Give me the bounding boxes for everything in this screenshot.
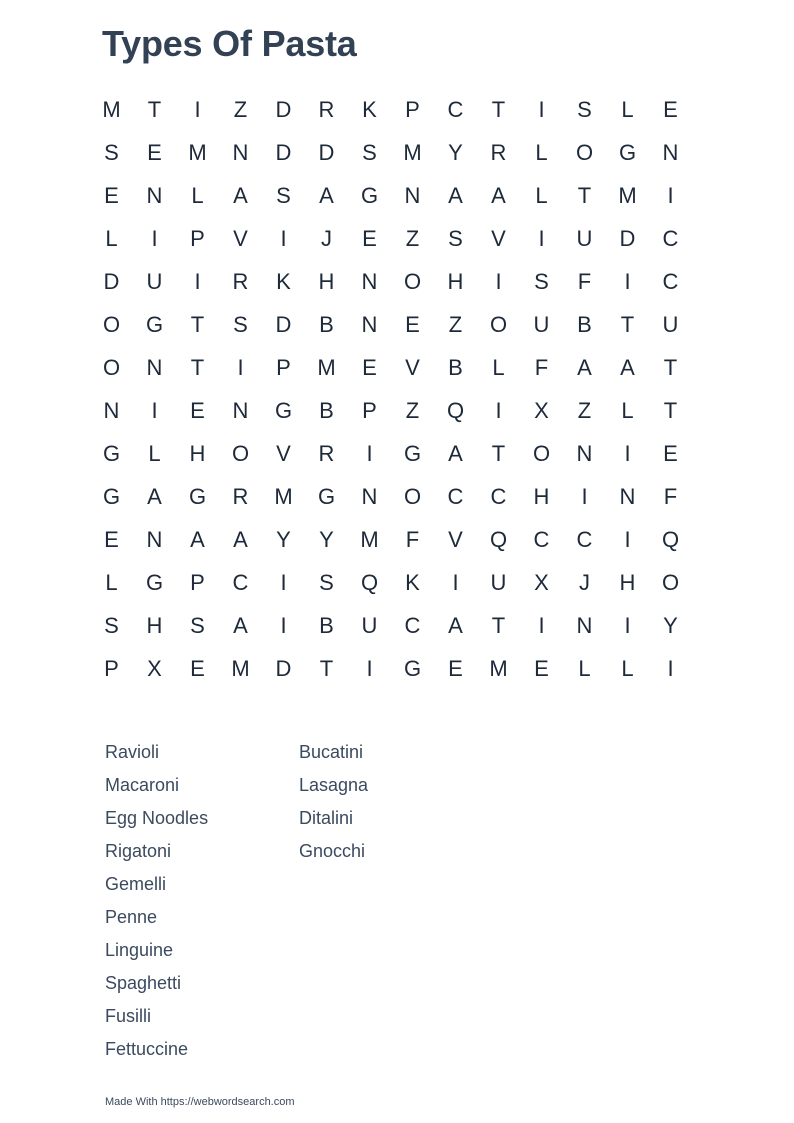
grid-cell: B <box>448 354 463 380</box>
grid-cell: M <box>274 483 293 509</box>
word-list-item: Bucatini <box>299 742 364 762</box>
grid-cell: V <box>491 225 506 251</box>
grid-cell: D <box>275 139 292 165</box>
grid-cell: G <box>145 569 164 595</box>
grid-cell: R <box>232 483 249 509</box>
grid-cell: A <box>577 354 592 380</box>
grid-cell: A <box>233 182 248 208</box>
grid-cell: L <box>578 655 591 681</box>
grid-cell: N <box>146 526 163 552</box>
grid-cell: D <box>318 139 335 165</box>
word-list-item: Egg Noodles <box>105 808 209 828</box>
grid-cell: G <box>360 182 379 208</box>
word-list-item: Gemelli <box>105 874 167 894</box>
grid-cell: I <box>581 483 588 509</box>
grid-cell: S <box>104 612 119 638</box>
grid-cell: G <box>618 139 637 165</box>
grid-cell: I <box>280 225 287 251</box>
grid-cell: T <box>190 311 205 337</box>
word-list-item: Fettuccine <box>105 1039 189 1059</box>
grid-cell: P <box>190 225 205 251</box>
grid-cell: I <box>194 96 201 122</box>
grid-cell: T <box>491 96 506 122</box>
grid-cell: V <box>405 354 420 380</box>
grid-cell: F <box>663 483 678 509</box>
grid-cell: R <box>318 96 335 122</box>
grid-cell: Q <box>360 569 379 595</box>
grid-cell: T <box>663 397 678 423</box>
grid-cell: Y <box>319 526 334 552</box>
grid-cell: C <box>232 569 249 595</box>
grid-cell: C <box>576 526 593 552</box>
grid-cell: O <box>403 483 422 509</box>
grid-cell: E <box>663 96 678 122</box>
grid-cell: H <box>619 569 636 595</box>
grid-cell: C <box>404 612 421 638</box>
grid-cell: I <box>452 569 459 595</box>
grid-cell: C <box>447 96 464 122</box>
grid-cell: S <box>104 139 119 165</box>
grid-cell: R <box>490 139 507 165</box>
grid-cell: P <box>276 354 291 380</box>
grid-cell: P <box>362 397 377 423</box>
grid-cell: P <box>104 655 119 681</box>
grid-cell: K <box>276 268 291 294</box>
grid-cell: E <box>534 655 549 681</box>
grid-cell: K <box>362 96 377 122</box>
grid-cell: L <box>492 354 505 380</box>
grid-cell: I <box>237 354 244 380</box>
word-list-item: Spaghetti <box>105 973 182 993</box>
grid-cell: T <box>491 612 506 638</box>
word-list-item: Ditalini <box>299 808 354 828</box>
grid-cell: I <box>280 569 287 595</box>
grid-cell: P <box>405 96 420 122</box>
grid-cell: Q <box>489 526 508 552</box>
grid-cell: M <box>403 139 422 165</box>
grid-cell: M <box>618 182 637 208</box>
grid-cell: I <box>366 440 373 466</box>
grid-cell: B <box>319 612 334 638</box>
letter-grid <box>90 88 692 690</box>
grid-cell: B <box>319 311 334 337</box>
grid-cell: S <box>362 139 377 165</box>
grid-cell: A <box>233 612 248 638</box>
grid-cell: G <box>102 483 121 509</box>
grid-cell: L <box>105 569 118 595</box>
word-column-2 <box>299 736 493 1066</box>
grid-cell: Y <box>663 612 678 638</box>
grid-cell: I <box>667 182 674 208</box>
grid-cell: H <box>189 440 206 466</box>
word-list-item: Penne <box>105 907 158 927</box>
grid-cell: L <box>105 225 118 251</box>
word-list-item: Fusilli <box>105 1006 152 1026</box>
grid-cell: Z <box>405 225 420 251</box>
grid-cell: E <box>190 397 205 423</box>
grid-cell: T <box>491 440 506 466</box>
grid-cell: F <box>534 354 549 380</box>
grid-cell: B <box>577 311 592 337</box>
grid-cell: I <box>624 612 631 638</box>
grid-cell: E <box>405 311 420 337</box>
grid-cell: C <box>447 483 464 509</box>
grid-cell: T <box>663 354 678 380</box>
grid-cell: L <box>535 182 548 208</box>
grid-cell: I <box>280 612 287 638</box>
grid-cell: I <box>366 655 373 681</box>
grid-cell: D <box>275 96 292 122</box>
grid-cell: I <box>538 96 545 122</box>
grid-cell: U <box>662 311 679 337</box>
grid-cell: M <box>188 139 207 165</box>
grid-cell: M <box>102 96 121 122</box>
grid-cell: L <box>191 182 204 208</box>
grid-cell: D <box>275 655 292 681</box>
grid-cell: A <box>448 182 463 208</box>
grid-cell: S <box>534 268 549 294</box>
grid-cell: I <box>538 612 545 638</box>
grid-cell: M <box>231 655 250 681</box>
grid-cell: V <box>233 225 248 251</box>
grid-cell: K <box>405 569 420 595</box>
grid-cell: C <box>662 225 679 251</box>
grid-cell: O <box>231 440 250 466</box>
grid-cell: O <box>661 569 680 595</box>
grid-cell: E <box>663 440 678 466</box>
grid-cell: I <box>495 397 502 423</box>
grid-cell: N <box>361 268 378 294</box>
grid-cell: M <box>317 354 336 380</box>
grid-cell: N <box>576 612 593 638</box>
grid-cell: T <box>620 311 635 337</box>
grid-cell: U <box>361 612 378 638</box>
grid-cell: N <box>146 182 163 208</box>
grid-cell: D <box>275 311 292 337</box>
grid-cell: X <box>534 397 549 423</box>
grid-cell: V <box>448 526 463 552</box>
grid-cell: D <box>103 268 120 294</box>
footer-credit: Made With https://webwordsearch.com <box>105 1096 295 1108</box>
grid-cell: Z <box>405 397 420 423</box>
grid-cell: B <box>319 397 334 423</box>
grid-cell: S <box>190 612 205 638</box>
grid-cell: V <box>276 440 291 466</box>
grid-cell: O <box>575 139 594 165</box>
grid-cell: X <box>534 569 549 595</box>
grid-cell: Y <box>276 526 291 552</box>
grid-cell: U <box>146 268 163 294</box>
grid-cell: H <box>447 268 464 294</box>
grid-cell: H <box>533 483 550 509</box>
page-title: Types Of Pasta <box>102 23 357 64</box>
grid-cell: G <box>145 311 164 337</box>
grid-cell: A <box>448 612 463 638</box>
grid-cell: E <box>190 655 205 681</box>
grid-cell: C <box>533 526 550 552</box>
word-column-1 <box>105 736 299 1066</box>
grid-cell: R <box>232 268 249 294</box>
grid-cell: O <box>102 311 121 337</box>
grid-cell: S <box>319 569 334 595</box>
grid-cell: A <box>620 354 635 380</box>
grid-cell: T <box>147 96 162 122</box>
grid-cell: A <box>448 440 463 466</box>
grid-cell: N <box>232 397 249 423</box>
grid-cell: T <box>319 655 334 681</box>
word-list-item: Ravioli <box>105 742 160 762</box>
grid-cell: N <box>662 139 679 165</box>
grid-cell: Y <box>448 139 463 165</box>
grid-cell: S <box>448 225 463 251</box>
grid-cell: I <box>538 225 545 251</box>
grid-cell: E <box>104 526 119 552</box>
grid-cell: E <box>362 354 377 380</box>
grid-cell: O <box>489 311 508 337</box>
word-list-item: Macaroni <box>105 775 180 795</box>
grid-cell: M <box>360 526 379 552</box>
grid-cell: G <box>403 440 422 466</box>
grid-cell: I <box>194 268 201 294</box>
word-list-item: Gnocchi <box>299 841 366 861</box>
grid-cell: L <box>148 440 161 466</box>
grid-cell: E <box>362 225 377 251</box>
grid-cell: P <box>190 569 205 595</box>
grid-cell: L <box>535 139 548 165</box>
grid-cell: G <box>102 440 121 466</box>
grid-cell: I <box>624 440 631 466</box>
grid-cell: J <box>321 225 332 251</box>
word-list <box>105 736 493 1066</box>
grid-cell: A <box>319 182 334 208</box>
grid-cell: T <box>577 182 592 208</box>
word-list-item: Linguine <box>105 940 174 960</box>
grid-cell: L <box>621 96 634 122</box>
grid-cell: I <box>151 397 158 423</box>
word-list-item: Rigatoni <box>105 841 172 861</box>
grid-cell: Z <box>448 311 463 337</box>
grid-cell: I <box>495 268 502 294</box>
grid-cell: I <box>667 655 674 681</box>
grid-cell: U <box>576 225 593 251</box>
grid-cell: I <box>151 225 158 251</box>
word-list-item: Lasagna <box>299 775 369 795</box>
grid-cell: Q <box>661 526 680 552</box>
grid-cell: A <box>190 526 205 552</box>
grid-cell: D <box>619 225 636 251</box>
grid-cell: S <box>276 182 291 208</box>
grid-cell: S <box>233 311 248 337</box>
grid-cell: I <box>624 526 631 552</box>
grid-cell: G <box>188 483 207 509</box>
grid-cell: F <box>405 526 420 552</box>
grid-cell: H <box>318 268 335 294</box>
grid-cell: Z <box>577 397 592 423</box>
grid-cell: L <box>621 397 634 423</box>
grid-cell: X <box>147 655 162 681</box>
grid-cell: N <box>146 354 163 380</box>
grid-cell: F <box>577 268 592 294</box>
grid-cell: R <box>318 440 335 466</box>
grid-cell: E <box>147 139 162 165</box>
grid-cell: G <box>274 397 293 423</box>
grid-cell: E <box>104 182 119 208</box>
grid-cell: I <box>624 268 631 294</box>
grid-cell: C <box>662 268 679 294</box>
grid-cell: N <box>361 483 378 509</box>
grid-cell: A <box>147 483 162 509</box>
grid-cell: N <box>576 440 593 466</box>
grid-cell: N <box>404 182 421 208</box>
grid-cell: O <box>403 268 422 294</box>
grid-cell: G <box>403 655 422 681</box>
grid-cell: H <box>146 612 163 638</box>
grid-cell: M <box>489 655 508 681</box>
grid-cell: E <box>448 655 463 681</box>
grid-cell: J <box>579 569 590 595</box>
grid-cell: N <box>619 483 636 509</box>
grid-cell: G <box>317 483 336 509</box>
grid-cell: L <box>621 655 634 681</box>
grid-cell: N <box>103 397 120 423</box>
grid-cell: O <box>532 440 551 466</box>
grid-cell: T <box>190 354 205 380</box>
grid-cell: U <box>490 569 507 595</box>
grid-cell: S <box>577 96 592 122</box>
grid-cell: C <box>490 483 507 509</box>
grid-cell: O <box>102 354 121 380</box>
grid-cell: N <box>232 139 249 165</box>
grid-cell: Z <box>233 96 248 122</box>
grid-cell: A <box>491 182 506 208</box>
grid-cell: U <box>533 311 550 337</box>
grid-cell: N <box>361 311 378 337</box>
grid-cell: Q <box>446 397 465 423</box>
grid-cell: A <box>233 526 248 552</box>
